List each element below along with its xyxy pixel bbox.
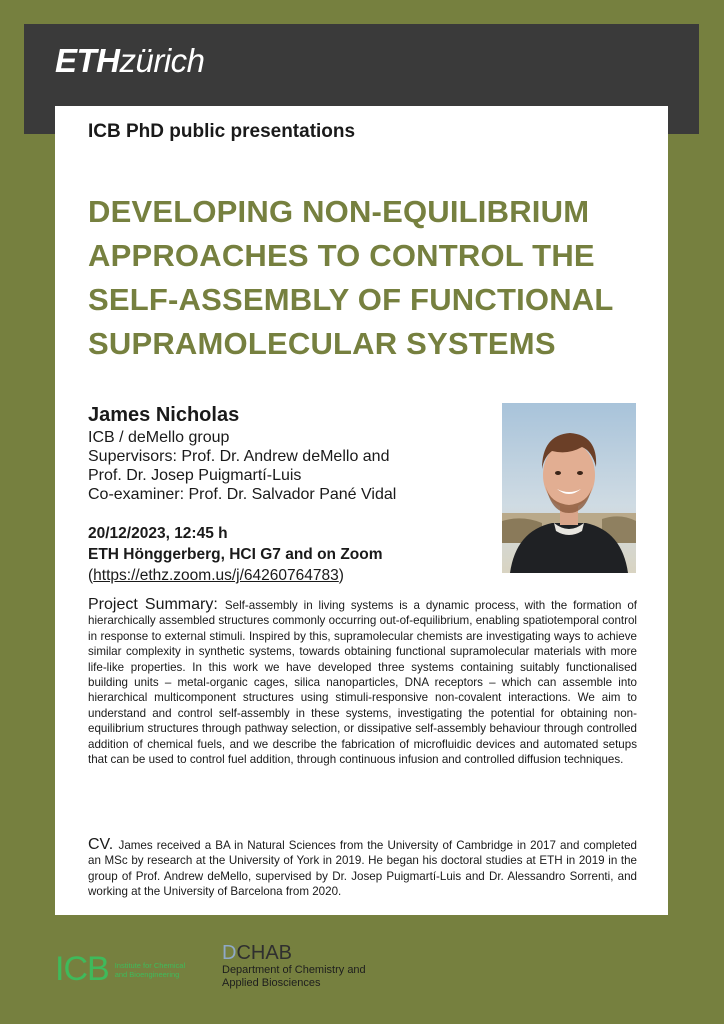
icb-logo-line: and Bioengineering <box>114 969 180 979</box>
series-title: ICB PhD public presentations <box>88 121 356 142</box>
icb-logo-line: Institute for Chemical <box>114 960 186 970</box>
dchab-logo-line: Department of Chemistry and <box>222 964 366 976</box>
icb-logo-mark: ICB <box>55 950 109 988</box>
cv-section <box>88 837 637 900</box>
eth-zurich-logo <box>55 44 205 77</box>
link-paren-close: ) <box>338 567 344 584</box>
speaker-photo <box>502 403 636 573</box>
talk-title-line: SUPRAMOLECULAR SYSTEMS <box>88 326 556 361</box>
supervisors-line: Prof. Dr. Josep Puigmartí-Luis <box>88 467 302 484</box>
zoom-link-line <box>88 565 498 586</box>
event-datetime: 20/12/2023, 12:45 h <box>88 525 228 542</box>
coexaminer: Co-examiner: Prof. Dr. Salvador Pané Vidal <box>88 486 397 503</box>
event-details <box>88 523 498 586</box>
dchab-logo-mark <box>222 942 366 964</box>
talk-title-line: APPROACHES TO CONTROL THE <box>88 238 595 273</box>
icb-logo-text <box>115 961 185 979</box>
summary-text: Self-assembly in living systems is a dynamic process, with the formation of hierarchically assembled structures commonly occurring out-of-equilibrium, enabling spatiotemporal control in response to external stimuli. Inspired by this, supramolecular chemists are investigating ways to achieve similar complexity in synthetic systems, towards obtaining functional supramolecular materials with more life-like properties. In this work we have developed three systems containing suitably functionalised building units – metal-organic cages, silica nanoparticles, DNA receptors – which can assemble into hierarchical multicomponent structures using stimuli-responsive non-covalent interactions. We aim to understand and control self-assembly in these systems, investigating the potential for obtaining non-equilibrium structures through pathway selection, or dissipative self-assembly behaviour through controlled addition of chemical fuels, and we describe the fabrication of microfluidic devices and automated setups that can be used to control fuel addition, through continuous infusion and controlled diffusion techniques. <box>88 599 637 767</box>
summary-label: Project Summary: <box>88 596 225 613</box>
eth-logo-mark: ETH <box>55 42 120 79</box>
speaker-group: ICB / deMello group <box>88 429 230 446</box>
dchab-logo-d: D <box>222 942 237 964</box>
cv-label: CV. <box>88 836 119 853</box>
project-summary <box>88 597 637 767</box>
link-paren-open: ( <box>88 567 94 584</box>
icb-logo <box>55 950 185 989</box>
dchab-logo-line: Applied Biosciences <box>222 977 321 989</box>
speaker-info <box>88 402 488 504</box>
cv-text: James received a BA in Natural Sciences from the University of Cambridge in 2017 and completed an MSc by research at the University of York in 2019. He began his doctoral studies at ETH in 2019 in the group of Prof. Andrew deMello, supervised by Dr. Josep Puigmartí-Luis and Dr. Alessandro Sorrenti, and working at the University of Barcelona from 2020. <box>88 839 637 899</box>
dchab-logo <box>222 942 366 990</box>
supervisors-line: Supervisors: Prof. Dr. Andrew deMello and <box>88 448 390 465</box>
zoom-link[interactable]: https://ethz.zoom.us/j/64260764783 <box>93 567 339 584</box>
event-location: ETH Hönggerberg, HCI G7 and on Zoom <box>88 546 383 563</box>
talk-title-line: DEVELOPING NON-EQUILIBRIUM <box>88 194 590 229</box>
dchab-logo-rest: CHAB <box>236 942 293 964</box>
eth-logo-zurich: zürich <box>119 42 205 79</box>
talk-title-line: SELF-ASSEMBLY OF FUNCTIONAL <box>88 282 614 317</box>
talk-title <box>88 190 663 366</box>
speaker-name: James Nicholas <box>88 404 240 426</box>
